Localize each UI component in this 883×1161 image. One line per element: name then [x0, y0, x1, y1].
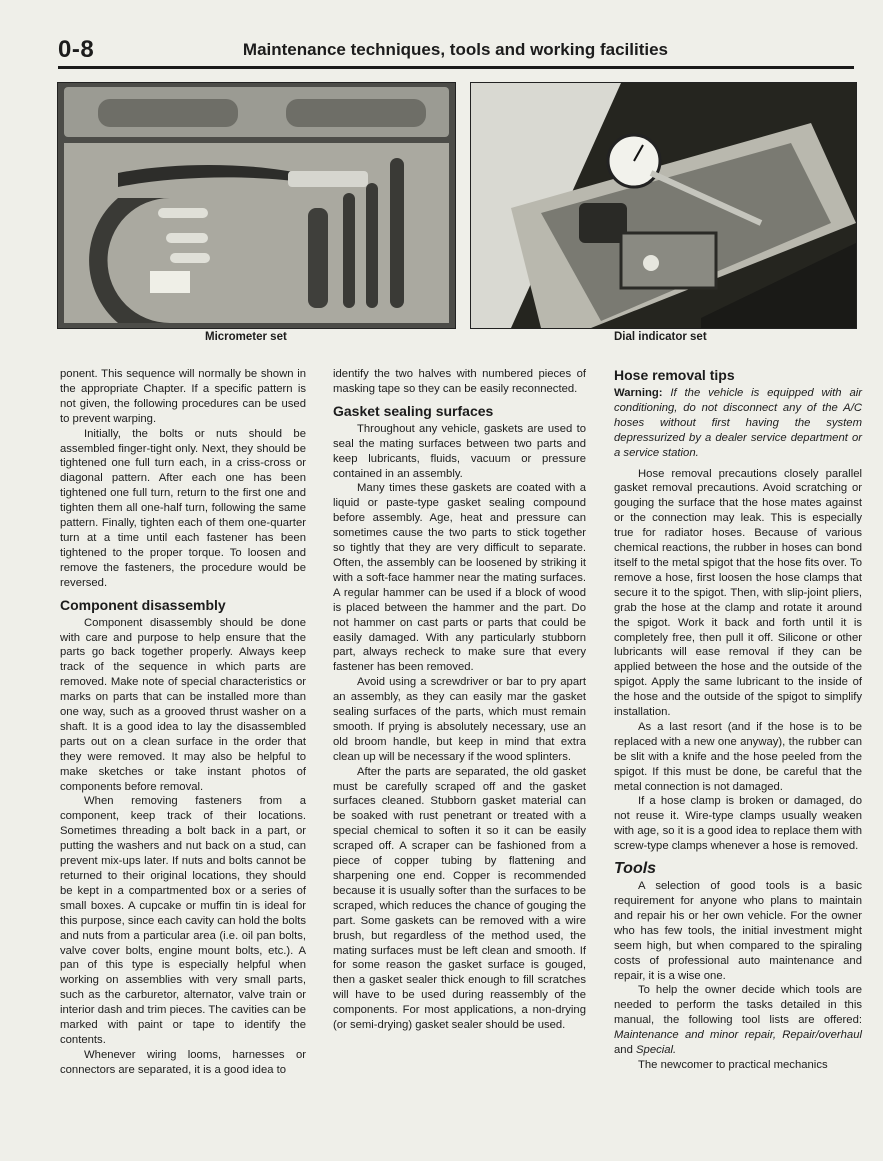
paragraph: The newcomer to practical mechanics [638, 1058, 828, 1071]
warning-paragraph [614, 386, 862, 461]
paragraph [614, 983, 862, 1058]
paragraph: Hose removal precautions closely parallel gasket removal precautions. Avoid scratching or gouging the surface that the hose mates against or the connection may leak. This is especially true for radiator hoses. Because of various chemical reactions, the rubber in hoses can bond itself to the metal spigot that the hose fits over. To remove a hose, first loosen the hose clamps that secure it to the spigot. Then, with slip-joint pliers, grab the hose at the clamp and rotate it around the spigot. Work it back and forth until it is completely free, then pull it off. Silicone or other lubricants will ease removal if they can be applied between the hose and the outside of the spigot. Apply the same lubricant to the inside of the hose and the outside of the spigot to simplify installation. [614, 467, 862, 719]
paragraph-text: and [614, 1044, 633, 1057]
section-heading-hose-removal-tips: Hose removal tips [614, 367, 735, 383]
paragraph: A selection of good tools is a basic requirement for anyone who plans to maintain and repair his or her own vehicle. For the owner who has few tools, the initial investment might seem high, but when compared to the spiraling costs of professional auto maintenance and repair, it is a wise one. [614, 880, 862, 982]
paragraph: After the parts are separated, the old gasket must be carefully scraped off and the gasket surfaces cleaned. Stubborn gasket material can be soaked with rust penetrant or treated with a special chemical to soften it so it can be easily scraped off. A scraper can be fashioned from a piece of copper tubing by flattening and sharpening one end. Copper is recommended because it is usually softer than the surfaces to be scraped, which reduces the chance of gouging the part. Some gaskets can be removed with a wire brush, but regardless of the method used, the mating surfaces must be left clean and smooth. If for some reason the gasket surface is gouged, then a gasket sealer thick enough to fill scratches will have to be used during reassembly of the components. For most applications, a non-drying (or semi-drying) gasket sealer should be used. [333, 765, 586, 1032]
paragraph: identify the two halves with numbered pieces of masking tape so they can be easily reconnected. [333, 368, 586, 395]
paragraph-text: To help the owner decide which tools are needed to perform the tasks detailed in this manual, the following tool lists are offered: [614, 984, 862, 1027]
paragraph: When removing fasteners from a component, keep track of their locations. Sometimes threading a bolt back in a part, or putting the washers and nut back on a stud, can prevent mix-ups later. If nuts and bolts cannot be returned to their original locations, they should be kept in a compartmented box or a series of small boxes. A cupcake or muffin tin is ideal for this purpose, since each cavity can hold the bolts and nuts from a particular area (i.e. oil pan bolts, valve cover bolts, engine mount bolts, etc.). A pan of this type is especially helpful when working on assemblies with very small parts, such as the carburetor, alternator, valve train or interior dash and trim pieces. The cavities can be marked with paint or tape to identify the contents. [60, 795, 306, 1046]
page-header [58, 36, 854, 69]
section-heading-tools: Tools [614, 860, 657, 878]
paragraph: As a last resort (and if the hose is to be replaced with a new one anyway), the rubber can be slit with a knife and the hose peeled from the spigot. If this must be done, be careful that the metal connection is not damaged. [614, 720, 862, 793]
figure-caption-dial-indicator: Dial indicator set [614, 331, 707, 343]
text-column-3 [614, 367, 862, 1073]
micrometer-set-photo [57, 82, 456, 329]
paragraph: Initially, the bolts or nuts should be assembled finger-tight only. Next, they should be tightened one full turn each, in a criss-cross or diagonal pattern. After each one has been tightened one full turn, return to the first one and tighten them all one-half turn, following the same pattern. Finally, tighten each of them one-quarter turn at a time until each fastener has been tightened to the proper torque. To loosen and remove the fasteners, the procedure would be reversed. [60, 427, 306, 589]
section-heading-component-disassembly: Component disassembly [60, 596, 226, 613]
page-number: 0-8 [58, 36, 95, 63]
paragraph: Avoid using a screwdriver or bar to pry apart an assembly, as they can easily mar the gasket sealing surfaces of the parts, which must remain smooth. If prying is absolutely necessary, use an old broom handle, but keep in mind that extra clean up will be necessary if the wood splinters. [333, 676, 586, 763]
warning-text: If the vehicle is equipped with air conditioning, do not disconnect any of the A/C hoses without first having the system depressurized by a dealer service department or a service station. [614, 387, 863, 459]
page-title: Maintenance techniques, tools and working facilities [242, 40, 668, 59]
text-column-1 [60, 367, 306, 1078]
paragraph: If a hose clamp is broken or damaged, do not reuse it. Wire-type clamps usually weaken with age, so it is a good idea to replace them with screw-type clamps whenever a hose is removed. [614, 795, 862, 853]
paragraph: Whenever wiring looms, harnesses or connectors are separated, it is a good idea to [60, 1048, 306, 1076]
tool-list-names: Maintenance and minor repair, Repair/overhaul [614, 1029, 862, 1042]
section-heading-gasket-sealing-surfaces: Gasket sealing surfaces [333, 402, 494, 419]
figure-caption-micrometer: Micrometer set [205, 331, 287, 343]
paragraph: ponent. This sequence will normally be shown in the appropriate Chapter. If a specific pattern is not given, the following procedures can be used to prevent warping. [60, 368, 306, 425]
text-column-2 [333, 367, 586, 1033]
tool-list-name-special: Special. [636, 1044, 677, 1057]
paragraph: Component disassembly should be done with care and purpose to help ensure that the parts go back together properly. Always keep track of the sequence in which parts are removed. Make note of special characteristics or marks on parts that can be installed more than one way, such as a grooved thrust washer on a shaft. It is a good idea to lay the disassembled parts out on a clean surface in the order that they were removed. It may also be helpful to make sketches or take instant photos of components before removal. [60, 616, 306, 793]
warning-label: Warning: [614, 387, 663, 399]
dial-indicator-set-photo [470, 82, 857, 329]
paragraph: Many times these gaskets are coated with a liquid or paste-type gasket sealing compound before assembly. Age, heat and pressure can sometimes cause the two parts to stick together so tightly that they are very difficult to separate. Often, the assembly can be loosened by striking it with a soft-face hammer near the mating surfaces. A regular hammer can be used if a block of wood is placed between the hammer and the part. Do not hammer on cast parts or parts that could be easily damaged. With any particularly stubborn part, always recheck to make sure that every fastener has been removed. [333, 482, 586, 674]
paragraph: Throughout any vehicle, gaskets are used to seal the mating surfaces between two parts and keep lubricants, fluids, vacuum or pressure contained in an assembly. [333, 422, 586, 480]
